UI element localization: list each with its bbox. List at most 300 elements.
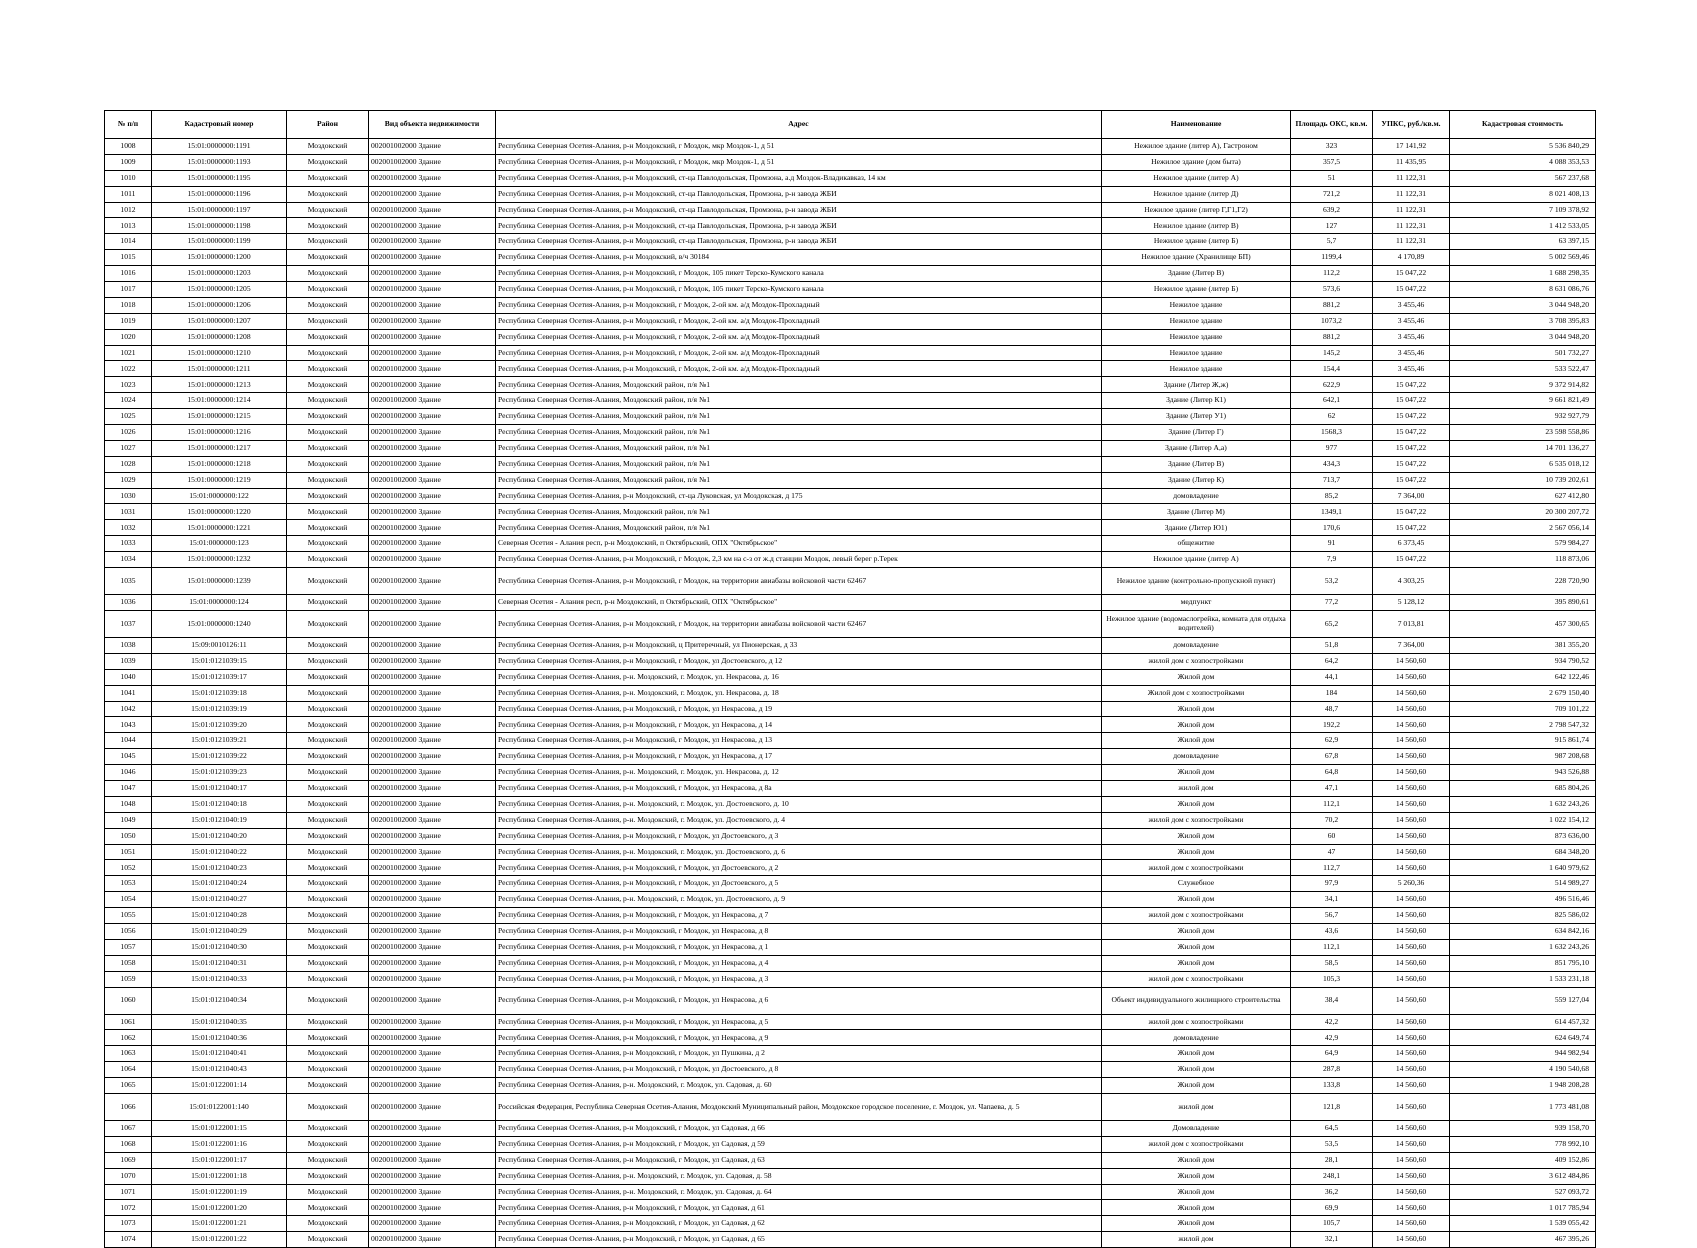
- cell-cadastral-value: 627 412,80: [1450, 488, 1596, 504]
- cell-object-type: 002001002000 Здание: [369, 329, 496, 345]
- cell-object-type: 002001002000 Здание: [369, 1184, 496, 1200]
- cell-address: Республика Северная Осетия-Алания, р-н Моздокский, ц Притеречный, ул Пионерская, д 33: [496, 637, 1102, 653]
- cell-cadastral-value: 467 395,26: [1450, 1232, 1596, 1248]
- table-row: [105, 218, 1596, 234]
- cell-area: 192,2: [1291, 717, 1373, 733]
- cell-name: Здание (Литер У1): [1102, 409, 1291, 425]
- cell-address: Северная Осетия - Алания респ, р-н Моздокский, п Октябрьский, ОПХ "Октябрьское": [496, 536, 1102, 552]
- cell-object-type: 002001002000 Здание: [369, 266, 496, 282]
- cell-name: Жилой дом: [1102, 765, 1291, 781]
- cell-object-type: 002001002000 Здание: [369, 186, 496, 202]
- cell-cadastral-number: 15:01:0000000:1195: [152, 170, 287, 186]
- cell-upks: 11 122,31: [1373, 218, 1450, 234]
- cell-cadastral-value: 1 412 533,05: [1450, 218, 1596, 234]
- cell-number: 1020: [105, 329, 152, 345]
- cell-district: Моздокский: [287, 780, 369, 796]
- cell-number: 1027: [105, 440, 152, 456]
- table-row: [105, 1030, 1596, 1046]
- cell-cadastral-number: 15:01:0000000:1200: [152, 250, 287, 266]
- cell-area: 53,5: [1291, 1136, 1373, 1152]
- cell-object-type: 002001002000 Здание: [369, 409, 496, 425]
- cell-cadastral-number: 15:01:0000000:1214: [152, 393, 287, 409]
- cell-district: Моздокский: [287, 393, 369, 409]
- cell-area: 77,2: [1291, 595, 1373, 611]
- cell-cadastral-number: 15:01:0000000:1208: [152, 329, 287, 345]
- cell-cadastral-number: 15:01:0121040:43: [152, 1062, 287, 1078]
- cell-district: Моздокский: [287, 1120, 369, 1136]
- cell-number: 1060: [105, 987, 152, 1014]
- cell-address: Республика Северная Осетия-Алания, Моздокский район, п/я №1: [496, 504, 1102, 520]
- table-row: [105, 780, 1596, 796]
- cell-address: Республика Северная Осетия-Алания, р-н Моздокский, г Моздок, ул Некрасова, д 1: [496, 939, 1102, 955]
- cell-object-type: 002001002000 Здание: [369, 685, 496, 701]
- table-row: [105, 876, 1596, 892]
- cell-district: Моздокский: [287, 234, 369, 250]
- cell-number: 1051: [105, 844, 152, 860]
- cell-object-type: 002001002000 Здание: [369, 1232, 496, 1248]
- cell-cadastral-number: 15:01:0000000:1217: [152, 440, 287, 456]
- cell-district: Моздокский: [287, 685, 369, 701]
- cell-upks: 14 560,60: [1373, 1184, 1450, 1200]
- table-row: [105, 1136, 1596, 1152]
- table-row: [105, 1093, 1596, 1120]
- cell-area: 60: [1291, 828, 1373, 844]
- cell-cadastral-number: 15:01:0122001:14: [152, 1078, 287, 1094]
- cell-address: Республика Северная Осетия-Алания, р-н Моздокский, ст-ца Павлодольская, Промзона, р-н завода ЖБИ: [496, 218, 1102, 234]
- table-row: [105, 552, 1596, 568]
- cell-upks: 11 122,31: [1373, 234, 1450, 250]
- cell-district: Моздокский: [287, 1046, 369, 1062]
- cell-upks: 5 260,36: [1373, 876, 1450, 892]
- cell-object-type: 002001002000 Здание: [369, 345, 496, 361]
- cell-upks: 15 047,22: [1373, 456, 1450, 472]
- table-row: [105, 971, 1596, 987]
- cell-name: Нежилое здание (литер Б): [1102, 234, 1291, 250]
- col-header-district: Район: [287, 111, 369, 139]
- col-header-cadastral-value: Кадастровая стоимость: [1450, 111, 1596, 139]
- cell-name: Здание (Литер В): [1102, 456, 1291, 472]
- cell-area: 36,2: [1291, 1184, 1373, 1200]
- cell-cadastral-number: 15:01:0121040:35: [152, 1014, 287, 1030]
- cell-upks: 7 013,81: [1373, 610, 1450, 637]
- cell-address: Республика Северная Осетия-Алания, р-н Моздокский, г Моздок, мкр Моздок-1, д 51: [496, 139, 1102, 155]
- cell-address: Республика Северная Осетия-Алания, р-н Моздокский, ст-ца Павлодольская, Промзона, а.д Моздок-Владикавказ, 14 км: [496, 170, 1102, 186]
- cell-cadastral-value: 559 127,04: [1450, 987, 1596, 1014]
- cell-number: 1025: [105, 409, 152, 425]
- cell-cadastral-value: 1 640 979,62: [1450, 860, 1596, 876]
- cell-district: Моздокский: [287, 765, 369, 781]
- cell-upks: 14 560,60: [1373, 1014, 1450, 1030]
- table-row: [105, 1200, 1596, 1216]
- cell-name: Нежилое здание: [1102, 329, 1291, 345]
- cell-cadastral-value: 642 122,46: [1450, 669, 1596, 685]
- cell-number: 1050: [105, 828, 152, 844]
- cell-district: Моздокский: [287, 536, 369, 552]
- cell-cadastral-number: 15:01:0122001:20: [152, 1200, 287, 1216]
- cell-upks: 3 455,46: [1373, 297, 1450, 313]
- cell-cadastral-number: 15:01:0121040:22: [152, 844, 287, 860]
- cell-district: Моздокский: [287, 987, 369, 1014]
- cell-cadastral-number: 15:01:0122001:17: [152, 1152, 287, 1168]
- cell-cadastral-number: 15:01:0000000:1206: [152, 297, 287, 313]
- cell-object-type: 002001002000 Здание: [369, 955, 496, 971]
- cell-address: Республика Северная Осетия-Алания, р-н. Моздокский, г. Моздок, ул. Некрасова, д. 12: [496, 765, 1102, 781]
- cell-upks: 14 560,60: [1373, 812, 1450, 828]
- cell-name: Жилой дом с хозпостройками: [1102, 685, 1291, 701]
- cell-object-type: 002001002000 Здание: [369, 595, 496, 611]
- cell-name: Нежилое здание: [1102, 297, 1291, 313]
- cell-cadastral-value: 1 688 298,35: [1450, 266, 1596, 282]
- cell-number: 1049: [105, 812, 152, 828]
- cell-cadastral-number: 15:01:0000000:1211: [152, 361, 287, 377]
- cell-number: 1056: [105, 923, 152, 939]
- cell-number: 1055: [105, 908, 152, 924]
- cell-object-type: 002001002000 Здание: [369, 377, 496, 393]
- cell-upks: 14 560,60: [1373, 1200, 1450, 1216]
- cell-address: Республика Северная Осетия-Алания, Моздокский район, п/я №1: [496, 520, 1102, 536]
- cell-upks: 3 455,46: [1373, 329, 1450, 345]
- cell-name: Здание (Литер Ж,ж): [1102, 377, 1291, 393]
- cell-cadastral-value: 825 586,02: [1450, 908, 1596, 924]
- cell-area: 357,5: [1291, 154, 1373, 170]
- cell-cadastral-value: 457 300,65: [1450, 610, 1596, 637]
- table-row: [105, 266, 1596, 282]
- cell-number: 1032: [105, 520, 152, 536]
- cell-upks: 4 303,25: [1373, 568, 1450, 595]
- cell-area: 881,2: [1291, 329, 1373, 345]
- table-row: [105, 329, 1596, 345]
- table-row: [105, 796, 1596, 812]
- cell-address: Республика Северная Осетия-Алания, р-н. Моздокский, г. Моздок, ул. Достоевского, д. 6: [496, 844, 1102, 860]
- cell-address: Республика Северная Осетия-Алания, Моздокский район, п/я №1: [496, 377, 1102, 393]
- table-row: [105, 765, 1596, 781]
- table-row: [105, 1014, 1596, 1030]
- cell-area: 62,9: [1291, 733, 1373, 749]
- cell-number: 1045: [105, 749, 152, 765]
- table-row: [105, 1168, 1596, 1184]
- cell-cadastral-value: 9 661 821,49: [1450, 393, 1596, 409]
- cell-cadastral-number: 15:01:0000000:1199: [152, 234, 287, 250]
- cell-upks: 14 560,60: [1373, 796, 1450, 812]
- cell-cadastral-number: 15:01:0000000:1207: [152, 313, 287, 329]
- cell-cadastral-number: 15:01:0122001:18: [152, 1168, 287, 1184]
- cell-upks: 7 364,00: [1373, 488, 1450, 504]
- col-header-cadastral-number: Кадастровый номер: [152, 111, 287, 139]
- cell-area: 5,7: [1291, 234, 1373, 250]
- cell-object-type: 002001002000 Здание: [369, 637, 496, 653]
- cell-object-type: 002001002000 Здание: [369, 1152, 496, 1168]
- cell-object-type: 002001002000 Здание: [369, 780, 496, 796]
- cell-object-type: 002001002000 Здание: [369, 313, 496, 329]
- cell-name: Жилой дом: [1102, 733, 1291, 749]
- cell-object-type: 002001002000 Здание: [369, 812, 496, 828]
- cell-address: Республика Северная Осетия-Алания, р-н Моздокский, г Моздок, ул Садовая, д 66: [496, 1120, 1102, 1136]
- cell-cadastral-number: 15:01:0000000:122: [152, 488, 287, 504]
- cell-object-type: 002001002000 Здание: [369, 1200, 496, 1216]
- cell-address: Республика Северная Осетия-Алания, р-н Моздокский, г Моздок, ул Садовая, д 59: [496, 1136, 1102, 1152]
- cell-address: Республика Северная Осетия-Алания, Моздокский район, п/я №1: [496, 409, 1102, 425]
- cell-area: 91: [1291, 536, 1373, 552]
- cell-address: Республика Северная Осетия-Алания, р-н Моздокский, г Моздок, ул Некрасова, д 6: [496, 987, 1102, 1014]
- cell-area: 43,6: [1291, 923, 1373, 939]
- cell-area: 62: [1291, 409, 1373, 425]
- cell-name: жилой дом с хозпостройками: [1102, 653, 1291, 669]
- cell-name: домовладение: [1102, 488, 1291, 504]
- cell-name: Объект индивидуального жилищного строительства: [1102, 987, 1291, 1014]
- cell-cadastral-value: 10 739 202,61: [1450, 472, 1596, 488]
- cell-name: Здание (Литер Ю1): [1102, 520, 1291, 536]
- cell-name: Нежилое здание: [1102, 345, 1291, 361]
- cell-area: 639,2: [1291, 202, 1373, 218]
- cell-upks: 14 560,60: [1373, 669, 1450, 685]
- cell-name: Жилой дом: [1102, 1062, 1291, 1078]
- cell-name: Жилой дом: [1102, 892, 1291, 908]
- cell-district: Моздокский: [287, 297, 369, 313]
- cell-upks: 15 047,22: [1373, 282, 1450, 298]
- cell-upks: 15 047,22: [1373, 266, 1450, 282]
- cell-address: Республика Северная Осетия-Алания, р-н Моздокский, г Моздок, ул Некрасова, д 19: [496, 701, 1102, 717]
- cell-cadastral-value: 3 044 948,20: [1450, 329, 1596, 345]
- cell-area: 64,2: [1291, 653, 1373, 669]
- cell-cadastral-value: 2 679 150,40: [1450, 685, 1596, 701]
- cell-district: Моздокский: [287, 653, 369, 669]
- cell-cadastral-value: 9 372 914,82: [1450, 377, 1596, 393]
- table-row: [105, 844, 1596, 860]
- cell-district: Моздокский: [287, 860, 369, 876]
- cell-object-type: 002001002000 Здание: [369, 472, 496, 488]
- cell-upks: 15 047,22: [1373, 504, 1450, 520]
- cell-object-type: 002001002000 Здание: [369, 552, 496, 568]
- cell-cadastral-number: 15:01:0000000:1191: [152, 139, 287, 155]
- cell-upks: 14 560,60: [1373, 987, 1450, 1014]
- cell-object-type: 002001002000 Здание: [369, 828, 496, 844]
- cell-district: Моздокский: [287, 250, 369, 266]
- cell-district: Моздокский: [287, 733, 369, 749]
- cell-area: 1073,2: [1291, 313, 1373, 329]
- table-row: [105, 504, 1596, 520]
- cell-address: Республика Северная Осетия-Алания, Моздокский район, п/я №1: [496, 456, 1102, 472]
- cell-upks: 14 560,60: [1373, 955, 1450, 971]
- cell-district: Моздокский: [287, 828, 369, 844]
- table-row: [105, 425, 1596, 441]
- cell-district: Моздокский: [287, 409, 369, 425]
- cell-number: 1044: [105, 733, 152, 749]
- cell-cadastral-number: 15:01:0121039:15: [152, 653, 287, 669]
- cell-cadastral-value: 1 632 243,26: [1450, 796, 1596, 812]
- cell-name: Жилой дом: [1102, 1184, 1291, 1200]
- cell-upks: 14 560,60: [1373, 860, 1450, 876]
- cell-upks: 14 560,60: [1373, 908, 1450, 924]
- cell-upks: 11 435,95: [1373, 154, 1450, 170]
- cell-object-type: 002001002000 Здание: [369, 765, 496, 781]
- cell-cadastral-number: 15:01:0121040:24: [152, 876, 287, 892]
- table-row: [105, 1216, 1596, 1232]
- table-row: [105, 393, 1596, 409]
- cell-area: 133,8: [1291, 1078, 1373, 1094]
- cell-cadastral-number: 15:01:0121040:19: [152, 812, 287, 828]
- col-header-name: Наименование: [1102, 111, 1291, 139]
- col-header-number: № п/п: [105, 111, 152, 139]
- cell-number: 1054: [105, 892, 152, 908]
- cell-cadastral-value: 2 567 056,14: [1450, 520, 1596, 536]
- cell-upks: 14 560,60: [1373, 717, 1450, 733]
- cell-upks: 7 364,00: [1373, 637, 1450, 653]
- cell-address: Республика Северная Осетия-Алания, р-н Моздокский, г Моздок, 2-ой км. а/д Моздок-Прохладный: [496, 345, 1102, 361]
- cell-area: 1349,1: [1291, 504, 1373, 520]
- cell-number: 1053: [105, 876, 152, 892]
- cell-district: Моздокский: [287, 1093, 369, 1120]
- cell-district: Моздокский: [287, 154, 369, 170]
- cell-number: 1063: [105, 1046, 152, 1062]
- cell-district: Моздокский: [287, 610, 369, 637]
- cell-object-type: 002001002000 Здание: [369, 1120, 496, 1136]
- cell-object-type: 002001002000 Здание: [369, 1046, 496, 1062]
- cell-address: Республика Северная Осетия-Алания, р-н Моздокский, г Моздок, ул Некрасова, д 8: [496, 923, 1102, 939]
- cell-district: Моздокский: [287, 1136, 369, 1152]
- cell-object-type: 002001002000 Здание: [369, 1014, 496, 1030]
- cell-object-type: 002001002000 Здание: [369, 440, 496, 456]
- cell-name: жилой дом с хозпостройками: [1102, 908, 1291, 924]
- cell-number: 1033: [105, 536, 152, 552]
- cell-address: Республика Северная Осетия-Алания, р-н Моздокский, г Моздок, ул Достоевского, д 5: [496, 876, 1102, 892]
- cell-area: 145,2: [1291, 345, 1373, 361]
- cell-district: Моздокский: [287, 266, 369, 282]
- cell-name: Нежилое здание (литер А), Гастроном: [1102, 139, 1291, 155]
- cell-area: 53,2: [1291, 568, 1373, 595]
- cell-cadastral-number: 15:01:0000000:1213: [152, 377, 287, 393]
- cell-district: Моздокский: [287, 345, 369, 361]
- table-row: [105, 202, 1596, 218]
- cell-name: Здание (Литер А,а): [1102, 440, 1291, 456]
- table-row: [105, 637, 1596, 653]
- table-row: [105, 313, 1596, 329]
- cell-cadastral-number: 15:01:0121040:36: [152, 1030, 287, 1046]
- cell-cadastral-number: 15:01:0000000:1203: [152, 266, 287, 282]
- cell-district: Моздокский: [287, 202, 369, 218]
- table-row: [105, 536, 1596, 552]
- cell-cadastral-number: 15:01:0000000:123: [152, 536, 287, 552]
- cell-object-type: 002001002000 Здание: [369, 876, 496, 892]
- cell-address: Республика Северная Осетия-Алания, р-н Моздокский, г Моздок, ул Некрасова, д 14: [496, 717, 1102, 733]
- cell-upks: 11 122,31: [1373, 170, 1450, 186]
- cell-cadastral-number: 15:01:0000000:1216: [152, 425, 287, 441]
- cell-cadastral-value: 514 989,27: [1450, 876, 1596, 892]
- cell-upks: 14 560,60: [1373, 939, 1450, 955]
- cell-number: 1048: [105, 796, 152, 812]
- table-row: [105, 488, 1596, 504]
- cell-object-type: 002001002000 Здание: [369, 923, 496, 939]
- cell-number: 1021: [105, 345, 152, 361]
- cell-object-type: 002001002000 Здание: [369, 297, 496, 313]
- cell-district: Моздокский: [287, 282, 369, 298]
- cell-upks: 4 170,89: [1373, 250, 1450, 266]
- cell-name: Нежилое здание (контрольно-пропускной пункт): [1102, 568, 1291, 595]
- cell-address: Республика Северная Осетия-Алания, р-н Моздокский, г Моздок, ул Некрасова, д 13: [496, 733, 1102, 749]
- cell-cadastral-value: 634 842,16: [1450, 923, 1596, 939]
- cell-object-type: 002001002000 Здание: [369, 536, 496, 552]
- cell-upks: 14 560,60: [1373, 1030, 1450, 1046]
- cell-upks: 11 122,31: [1373, 202, 1450, 218]
- cell-cadastral-value: 6 535 018,12: [1450, 456, 1596, 472]
- cell-number: 1070: [105, 1168, 152, 1184]
- cell-name: Нежилое здание: [1102, 313, 1291, 329]
- cell-number: 1013: [105, 218, 152, 234]
- cell-address: Республика Северная Осетия-Алания, р-н Моздокский, ст-ца Павлодольская, Промзона, р-н завода ЖБИ: [496, 202, 1102, 218]
- cell-cadastral-number: 15:01:0000000:124: [152, 595, 287, 611]
- cell-object-type: 002001002000 Здание: [369, 282, 496, 298]
- cell-object-type: 002001002000 Здание: [369, 139, 496, 155]
- cell-object-type: 002001002000 Здание: [369, 1062, 496, 1078]
- cell-name: Здание (Литер К): [1102, 472, 1291, 488]
- cell-cadastral-value: 2 798 547,32: [1450, 717, 1596, 733]
- cell-number: 1059: [105, 971, 152, 987]
- cell-object-type: 002001002000 Здание: [369, 669, 496, 685]
- cell-address: Республика Северная Осетия-Алания, р-н Моздокский, ст-ца Луковская, ул Моздокская, д 175: [496, 488, 1102, 504]
- cell-object-type: 002001002000 Здание: [369, 860, 496, 876]
- cell-area: 881,2: [1291, 297, 1373, 313]
- cell-cadastral-number: 15:01:0000000:1196: [152, 186, 287, 202]
- table-row: [105, 234, 1596, 250]
- cell-cadastral-number: 15:01:0121040:18: [152, 796, 287, 812]
- cell-name: Здание (Литер Г): [1102, 425, 1291, 441]
- cell-object-type: 002001002000 Здание: [369, 908, 496, 924]
- cell-district: Моздокский: [287, 939, 369, 955]
- cell-district: Моздокский: [287, 1216, 369, 1232]
- col-header-object-type: Вид объекта недвижимости: [369, 111, 496, 139]
- cell-cadastral-number: 15:01:0121039:19: [152, 701, 287, 717]
- cell-cadastral-value: 567 237,68: [1450, 170, 1596, 186]
- cell-object-type: 002001002000 Здание: [369, 892, 496, 908]
- cell-name: домовладение: [1102, 637, 1291, 653]
- cell-area: 28,1: [1291, 1152, 1373, 1168]
- cell-district: Моздокский: [287, 218, 369, 234]
- cell-cadastral-value: 3 044 948,20: [1450, 297, 1596, 313]
- cell-address: Республика Северная Осетия-Алания, Моздокский район, п/я №1: [496, 472, 1102, 488]
- cell-district: Моздокский: [287, 313, 369, 329]
- table-row: [105, 520, 1596, 536]
- cell-district: Моздокский: [287, 170, 369, 186]
- cell-district: Моздокский: [287, 844, 369, 860]
- cell-name: жилой дом с хозпостройками: [1102, 1014, 1291, 1030]
- cell-object-type: 002001002000 Здание: [369, 202, 496, 218]
- cell-upks: 15 047,22: [1373, 377, 1450, 393]
- cell-number: 1064: [105, 1062, 152, 1078]
- cell-name: жилой дом: [1102, 1093, 1291, 1120]
- cell-number: 1037: [105, 610, 152, 637]
- cell-area: 58,5: [1291, 955, 1373, 971]
- cell-name: Нежилое здание: [1102, 361, 1291, 377]
- cell-cadastral-number: 15:01:0000000:1232: [152, 552, 287, 568]
- cell-name: Жилой дом: [1102, 796, 1291, 812]
- cell-upks: 5 128,12: [1373, 595, 1450, 611]
- cell-number: 1052: [105, 860, 152, 876]
- cell-cadastral-number: 15:01:0122001:140: [152, 1093, 287, 1120]
- cell-name: общежитие: [1102, 536, 1291, 552]
- cell-object-type: 002001002000 Здание: [369, 154, 496, 170]
- cell-upks: 14 560,60: [1373, 1152, 1450, 1168]
- table-row: [105, 955, 1596, 971]
- table-row: [105, 610, 1596, 637]
- cell-district: Моздокский: [287, 749, 369, 765]
- table-row: [105, 456, 1596, 472]
- cell-number: 1047: [105, 780, 152, 796]
- cell-area: 112,1: [1291, 939, 1373, 955]
- cell-area: 642,1: [1291, 393, 1373, 409]
- cell-cadastral-number: 15:01:0121039:23: [152, 765, 287, 781]
- cell-number: 1023: [105, 377, 152, 393]
- cell-object-type: 002001002000 Здание: [369, 393, 496, 409]
- cell-number: 1016: [105, 266, 152, 282]
